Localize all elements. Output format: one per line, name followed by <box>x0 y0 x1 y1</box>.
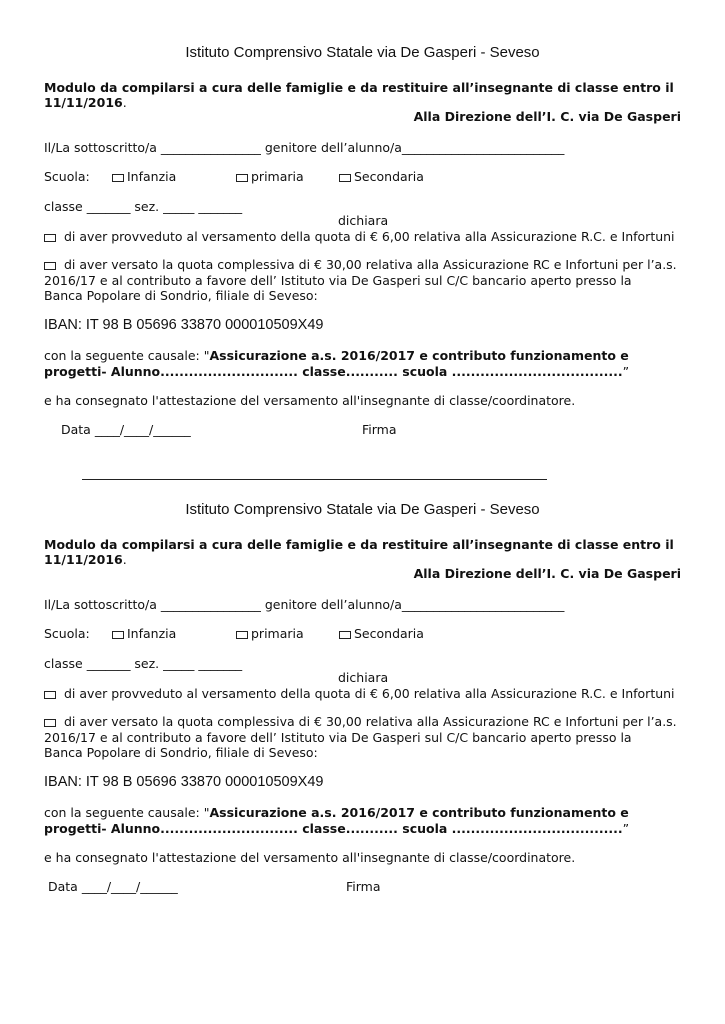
signer-line: Il/La sottoscritto/a ________________ genitore dell’alunno/a__________________________ <box>44 140 565 155</box>
checkbox-icon[interactable] <box>44 262 56 270</box>
school-label: Scuola: <box>44 626 90 641</box>
option-full-payment-label-1: di aver versato la quota complessiva di € 30,00 relativa alla Assicurazione RC e Infortuni per l’a.s. <box>64 714 677 729</box>
option-full-payment[interactable] <box>44 714 677 729</box>
checkbox-icon[interactable] <box>236 174 248 182</box>
option-insurance-only[interactable] <box>44 229 675 244</box>
instruction-line-1: Modulo da compilarsi a cura delle famiglie e da restituire all’insegnante di classe entro il <box>44 80 674 95</box>
option-secondaria[interactable] <box>339 169 424 184</box>
delivered-line: e ha consegnato l'attestazione del versamento all'insegnante di classe/coordinatore. <box>44 393 576 408</box>
checkbox-icon[interactable] <box>236 631 248 639</box>
option-infanzia-label: Infanzia <box>127 169 177 184</box>
checkbox-icon[interactable] <box>339 631 351 639</box>
causale-prefix: con la seguente causale: " <box>44 348 210 363</box>
option-full-payment-label-2: 2016/17 e al contributo a favore dell’ Istituto via De Gasperi sul C/C bancario aperto presso la <box>44 273 632 288</box>
checkbox-icon[interactable] <box>44 719 56 727</box>
checkbox-icon[interactable] <box>112 174 124 182</box>
causale-line-2 <box>44 364 629 379</box>
instruction-line-2 <box>44 552 127 567</box>
checkbox-icon[interactable] <box>112 631 124 639</box>
option-infanzia[interactable] <box>112 626 176 641</box>
causale-line-2 <box>44 821 629 836</box>
option-primaria-label: primaria <box>251 626 304 641</box>
form-title: Istituto Comprensivo Statale via De Gasperi - Seveso <box>185 501 540 518</box>
option-secondaria-label: Secondaria <box>354 626 424 641</box>
date-field[interactable]: Data ____/____/______ <box>61 422 191 437</box>
addressee: Alla Direzione dell’I. C. via De Gasperi <box>413 566 681 581</box>
option-full-payment[interactable] <box>44 257 677 272</box>
option-full-payment-label-1: di aver versato la quota complessiva di € 30,00 relativa alla Assicurazione RC e Infortuni per l’a.s. <box>64 257 677 272</box>
date-field[interactable]: Data ____/____/______ <box>48 879 178 894</box>
instruction-period: . <box>122 552 127 567</box>
causale-suffix: ” <box>622 821 630 836</box>
class-line: classe _______ sez. _____ _______ <box>44 656 243 671</box>
declares-label: dichiara <box>338 213 389 228</box>
option-full-payment-label-2: 2016/17 e al contributo a favore dell’ Istituto via De Gasperi sul C/C bancario aperto presso la <box>44 730 632 745</box>
causale-text-1: Assicurazione a.s. 2016/2017 e contributo funzionamento e <box>209 805 629 820</box>
option-primaria[interactable] <box>236 169 304 184</box>
checkbox-icon[interactable] <box>44 691 56 699</box>
option-infanzia[interactable] <box>112 169 176 184</box>
option-secondaria[interactable] <box>339 626 424 641</box>
delivered-line: e ha consegnato l'attestazione del versamento all'insegnante di classe/coordinatore. <box>44 850 576 865</box>
option-full-payment-label-3: Banca Popolare di Sondrio, filiale di Seveso: <box>44 745 318 760</box>
class-line: classe _______ sez. _____ _______ <box>44 199 243 214</box>
causale-suffix: ” <box>622 364 630 379</box>
causale-line-1 <box>44 348 629 363</box>
option-infanzia-label: Infanzia <box>127 626 177 641</box>
option-full-payment-label-3: Banca Popolare di Sondrio, filiale di Seveso: <box>44 288 318 303</box>
school-label: Scuola: <box>44 169 90 184</box>
checkbox-icon[interactable] <box>339 174 351 182</box>
causale-text-2: progetti- Alunno............................. classe........... scuola .................................... <box>44 821 623 836</box>
signer-line: Il/La sottoscritto/a ________________ genitore dell’alunno/a__________________________ <box>44 597 565 612</box>
addressee: Alla Direzione dell’I. C. via De Gasperi <box>413 109 681 124</box>
instruction-period: . <box>122 95 127 110</box>
causale-text-1: Assicurazione a.s. 2016/2017 e contributo funzionamento e <box>209 348 629 363</box>
deadline-date: 11/11/2016 <box>44 552 123 567</box>
deadline-date: 11/11/2016 <box>44 95 123 110</box>
causale-prefix: con la seguente causale: " <box>44 805 210 820</box>
checkbox-icon[interactable] <box>44 234 56 242</box>
form-title: Istituto Comprensivo Statale via De Gasperi - Seveso <box>185 44 540 61</box>
declares-label: dichiara <box>338 670 389 685</box>
causale-line-1 <box>44 805 629 820</box>
instruction-line-2 <box>44 95 127 110</box>
option-secondaria-label: Secondaria <box>354 169 424 184</box>
option-primaria-label: primaria <box>251 169 304 184</box>
cut-line-divider <box>82 479 547 480</box>
iban: IBAN: IT 98 B 05696 33870 000010509X49 <box>44 317 324 333</box>
signature-label: Firma <box>362 422 397 437</box>
option-primaria[interactable] <box>236 626 304 641</box>
causale-text-2: progetti- Alunno............................. classe........... scuola .................................... <box>44 364 623 379</box>
iban: IBAN: IT 98 B 05696 33870 000010509X49 <box>44 774 324 790</box>
option-insurance-only[interactable] <box>44 686 675 701</box>
signature-label: Firma <box>346 879 381 894</box>
option-insurance-only-label: di aver provveduto al versamento della quota di € 6,00 relativa alla Assicurazione R.C. e Infortuni <box>64 686 675 701</box>
instruction-line-1: Modulo da compilarsi a cura delle famiglie e da restituire all’insegnante di classe entro il <box>44 537 674 552</box>
option-insurance-only-label: di aver provveduto al versamento della quota di € 6,00 relativa alla Assicurazione R.C. e Infortuni <box>64 229 675 244</box>
